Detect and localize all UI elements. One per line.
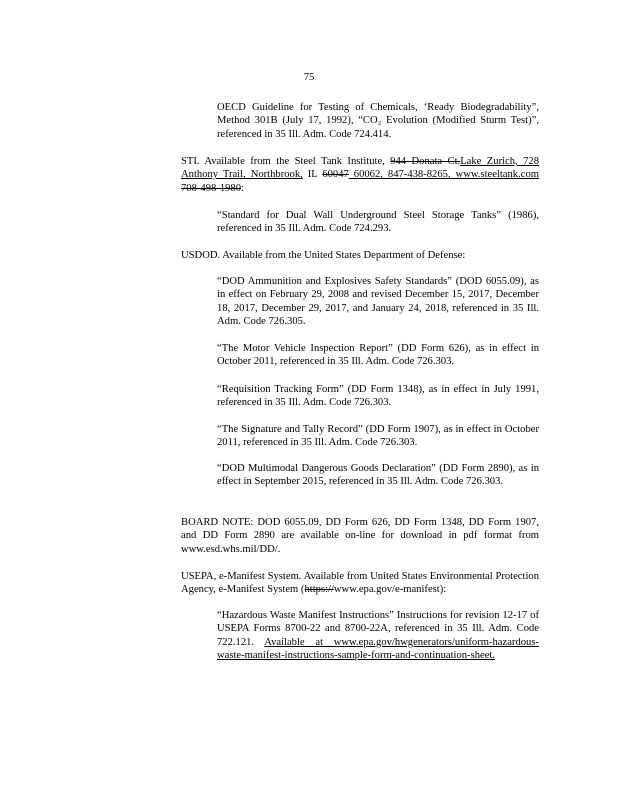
sti-old-phone: 708-498-1980 xyxy=(181,182,242,194)
board-note: BOARD NOTE: DOD 6055.09, DD Form 626, DD Form 1348, DD Form 1907, and DD Form 2890 are available on-line for download in pdf format from www.esd.whs.mil/DD/. xyxy=(181,517,539,555)
usepa-lead: USEPA, e-Manifest System. Available from United States Environmental Protection Agency, e-Manifest System ( xyxy=(181,571,539,596)
usdod-entry-5: “DOD Multimodal Dangerous Goods Declaration” (DD Form 2890), as in effect in September 2015, referenced in 35 Ill. Adm. Code 726.303. xyxy=(217,463,539,488)
sti-tail: : xyxy=(241,182,244,194)
sti-entry: “Standard for Dual Wall Underground Steel Storage Tanks” (1986), referenced in 35 Ill. Adm. Code 724.293. xyxy=(217,210,539,235)
usepa-struck-protocol: https:// xyxy=(304,584,334,596)
usepa-entry xyxy=(217,609,539,663)
sti-new-zip: 60062 xyxy=(348,169,381,181)
usepa-entry-text: “Hazardous Waste Manifest Instructions” Instructions for revision 12-17 of USEPA Forms 8700-22 and 8700-22A, referenced in 35 Ill. Adm. Code 722.121. xyxy=(217,610,539,648)
usepa-paragraph xyxy=(181,570,539,597)
usepa-url: www.epa.gov/e-manifest xyxy=(333,584,440,596)
sti-new-address: Lake Zurich, 728 Anthony Trail, Northbrook, xyxy=(181,156,539,181)
usepa-entry-link: Available at www.epa.gov/hwgenerators/uniform-hazardous-waste-manifest-instructions-sample-form-and-continuation-sheet. xyxy=(217,636,539,662)
usdod-entry-4: “The Signature and Tally Record” (DD Form 1907), as in effect in October 2011, referenced in 35 Ill. Adm. Code 726.303. xyxy=(217,424,539,449)
usdod-entry-1: “DOD Ammunition and Explosives Safety Standards” (DOD 6055.09), as in effect on February 29, 2008 and revised December 15, 2017, December 18, 2017, December 29, 2017, and January 24, 2018, referenced in 35 Ill. Adm. Code 726.305. xyxy=(217,276,539,328)
usdod-intro: USDOD. Available from the United States Department of Defense: xyxy=(181,250,466,261)
oecd-entry: OECD Guideline for Testing of Chemicals, ‘Ready Biodegradability”, Method 301B (July 17, 1992), “CO₂ Evolution (Modified Sturm Test)”, referenced in 35 Ill. Adm. Code 724.414. xyxy=(217,102,539,140)
sti-old-zip: 60047 xyxy=(322,169,349,181)
sti-old-address: 944 Donata Ct. xyxy=(390,156,461,167)
usepa-tail: ): xyxy=(439,584,447,596)
sti-phone-website: , 847-438-8265, www.steeltank.com xyxy=(380,169,539,181)
usdod-entry-2: “The Motor Vehicle Inspection Report” (DD Form 626), as in effect in October 2011, referenced in 35 Ill. Adm. Code 726.303. xyxy=(217,343,539,368)
sti-state: IL xyxy=(302,169,323,181)
usdod-entry-3: “Requisition Tracking Form” (DD Form 1348), as in effect in July 1991, referenced in 35 Ill. Adm. Code 726.303. xyxy=(217,384,539,409)
page-number: 75 xyxy=(303,72,315,83)
sti-lead: STI. Available from the Steel Tank Institute, xyxy=(181,156,391,167)
sti-paragraph xyxy=(181,155,539,195)
